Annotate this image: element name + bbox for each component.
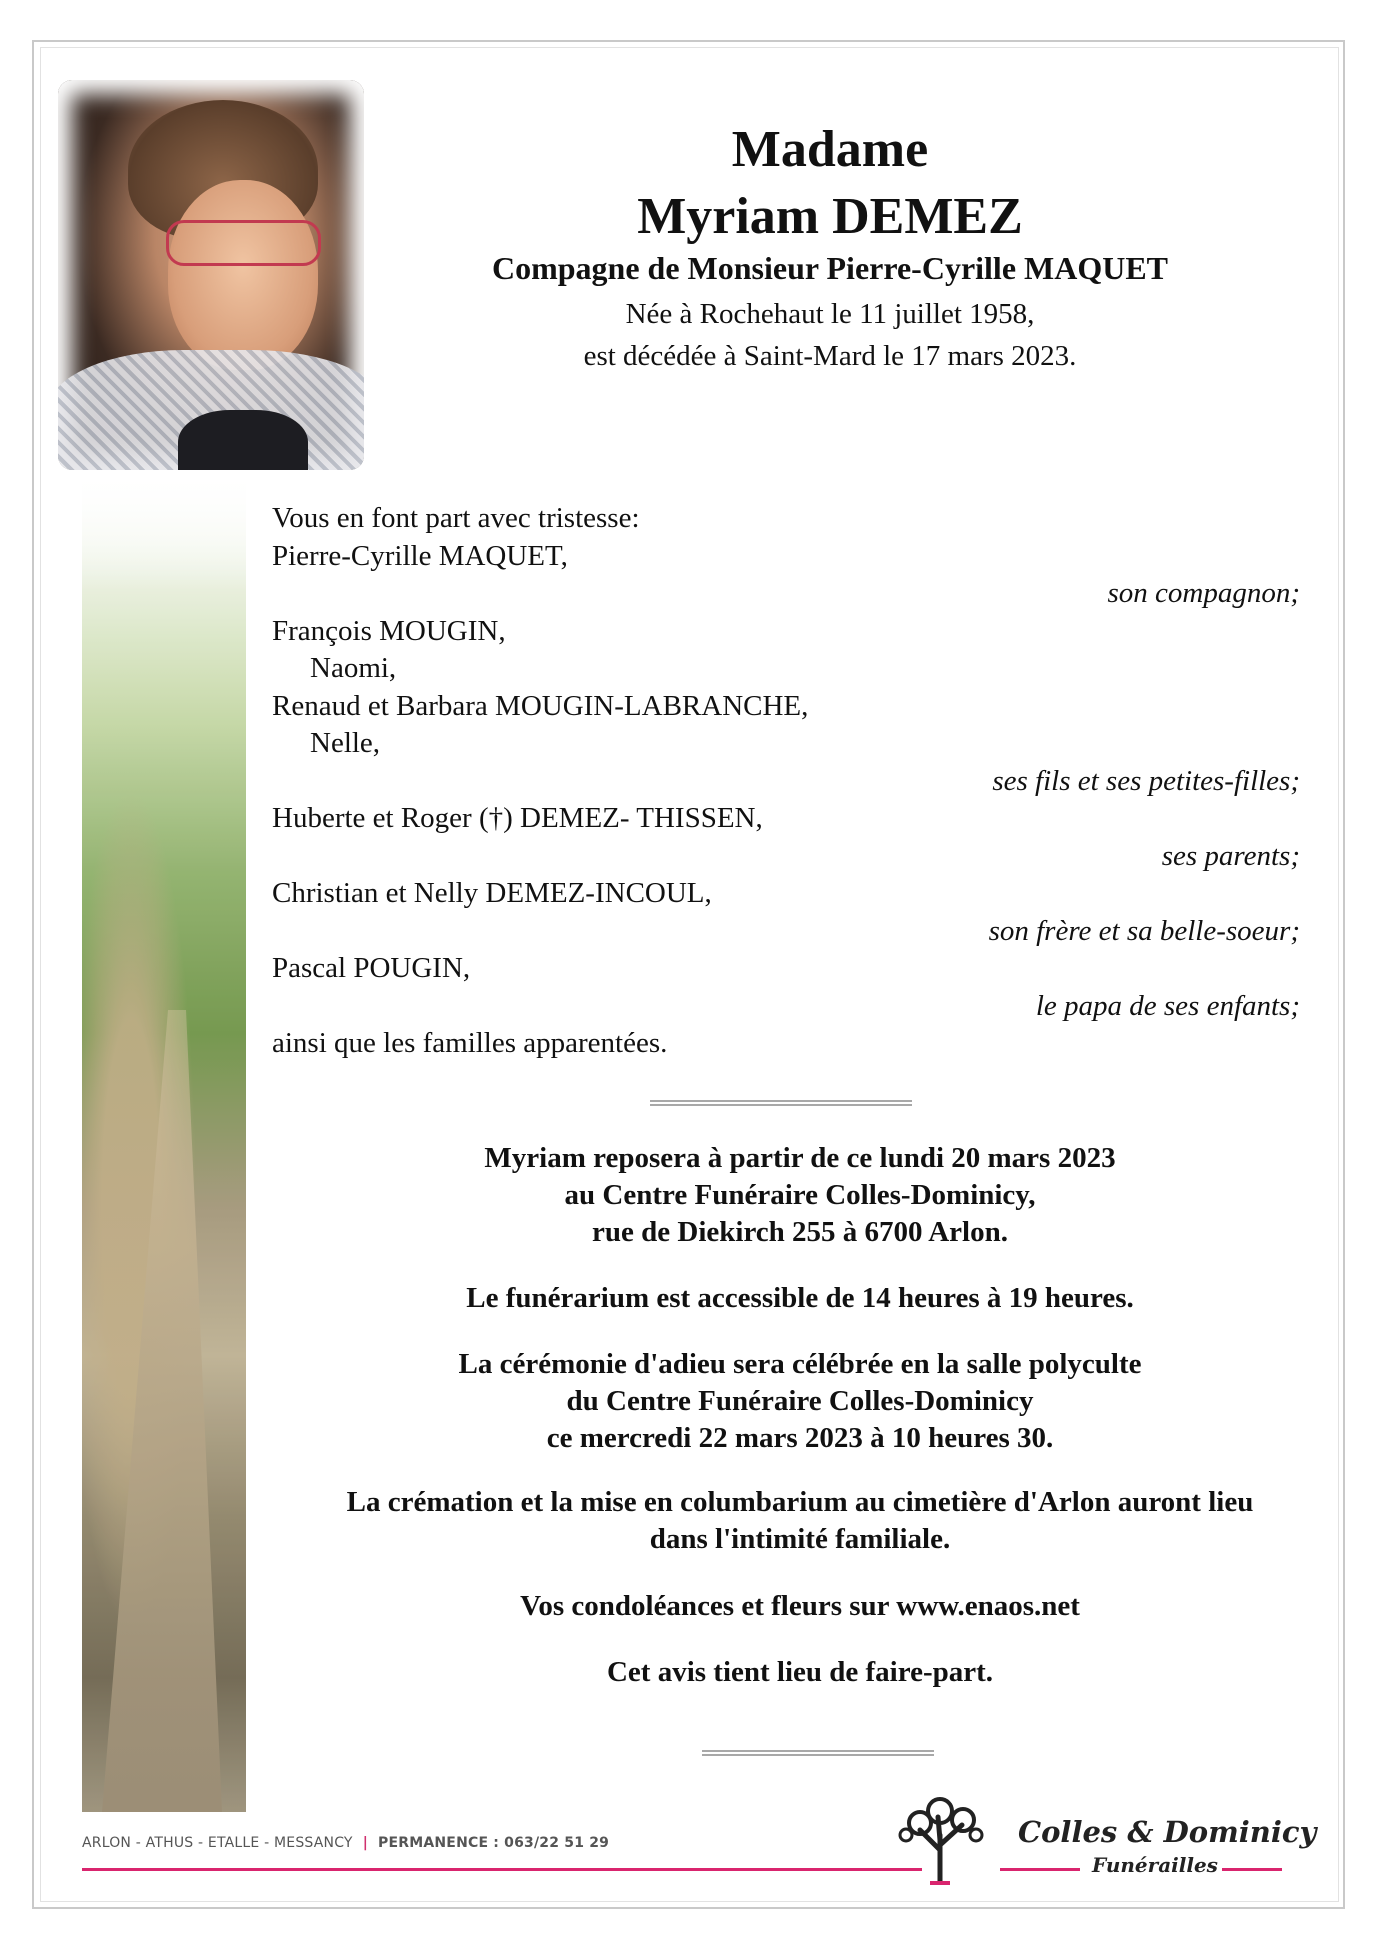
forest-path-image (82, 470, 246, 1812)
rest-info (275, 1140, 1325, 1251)
family-line: Pierre-Cyrille MAQUET, (272, 539, 568, 572)
divider-bottom (702, 1750, 934, 1756)
rest-line: au Centre Funéraire Colles-Dominicy, (564, 1179, 1036, 1211)
family-line: François MOUGIN, (272, 614, 506, 647)
rest-line: Myriam reposera à partir de ce lundi 20 mars 2023 (484, 1142, 1116, 1174)
cremation-line: La crémation et la mise en columbarium au cimetière d'Arlon auront lieu (346, 1486, 1254, 1518)
footer-locations (82, 1835, 609, 1851)
notice-line: Cet avis tient lieu de faire-part. (606, 1656, 994, 1688)
permanence-phone: PERMANENCE : 063/22 51 29 (378, 1835, 610, 1851)
birth-line: Née à Rochehaut le 11 juillet 1958, (625, 298, 1035, 330)
family-list (272, 500, 1300, 1063)
family-relation: son frère et sa belle-soeur; (988, 914, 1300, 947)
family-line: Nelle, (310, 727, 381, 759)
family-relation: son compagnon; (1107, 577, 1300, 609)
companion-line: Compagne de Monsieur Pierre-Cyrille MAQUET (491, 250, 1169, 286)
brand-subtitle: Funérailles (1092, 1853, 1218, 1877)
family-line: Huberte et Roger (†) DEMEZ- THISSEN, (272, 802, 763, 834)
family-line: Christian et Nelly DEMEZ-INCOUL, (272, 877, 712, 909)
hours-line: Le funérarium est accessible de 14 heures à 19 heures. (466, 1282, 1134, 1314)
hours-info (275, 1280, 1325, 1317)
title-honorific: Madame (731, 121, 929, 178)
footer-separator: | (362, 1835, 369, 1851)
family-intro: Vous en font part avec tristesse: (272, 502, 640, 534)
condolences-line: Vos condoléances et fleurs sur www.enaos.net (520, 1590, 1080, 1622)
ceremony-info (275, 1346, 1325, 1457)
cremation-line: dans l'intimité familiale. (649, 1523, 951, 1555)
brand-accent-left (1000, 1868, 1080, 1871)
family-line: Pascal POUGIN, (272, 952, 471, 984)
ceremony-line: du Centre Funéraire Colles-Dominicy (566, 1385, 1034, 1417)
family-relation: ses parents; (1161, 839, 1300, 872)
brand-accent-right (1222, 1868, 1282, 1871)
footer-accent-line (82, 1868, 922, 1871)
family-relation: le papa de ses enfants; (1035, 989, 1300, 1022)
family-line: Renaud et Barbara MOUGIN-LABRANCHE, (272, 689, 809, 722)
condolences-info (275, 1588, 1325, 1625)
portrait-photo (58, 80, 364, 470)
divider-top (650, 1100, 912, 1106)
death-line: est décédée à Saint-Mard le 17 mars 2023. (583, 340, 1077, 372)
family-relation: ses fils et ses petites-filles; (992, 764, 1300, 797)
cremation-info (275, 1484, 1325, 1558)
ceremony-line: ce mercredi 22 mars 2023 à 10 heures 30. (546, 1422, 1054, 1454)
locations-text: ARLON - ATHUS - ETALLE - MESSANCY (82, 1835, 353, 1851)
ceremony-line: La cérémonie d'adieu sera célébrée en la salle polyculte (458, 1348, 1142, 1380)
family-line: ainsi que les familles apparentées. (272, 1027, 668, 1059)
tree-logo-icon (890, 1795, 990, 1885)
deceased-name: Myriam DEMEZ (637, 188, 1023, 245)
rest-line: rue de Diekirch 255 à 6700 Arlon. (592, 1216, 1008, 1248)
family-line: Naomi, (310, 652, 397, 684)
notice-info (275, 1654, 1325, 1691)
brand-name: Colles & Dominicy (1018, 1815, 1317, 1849)
